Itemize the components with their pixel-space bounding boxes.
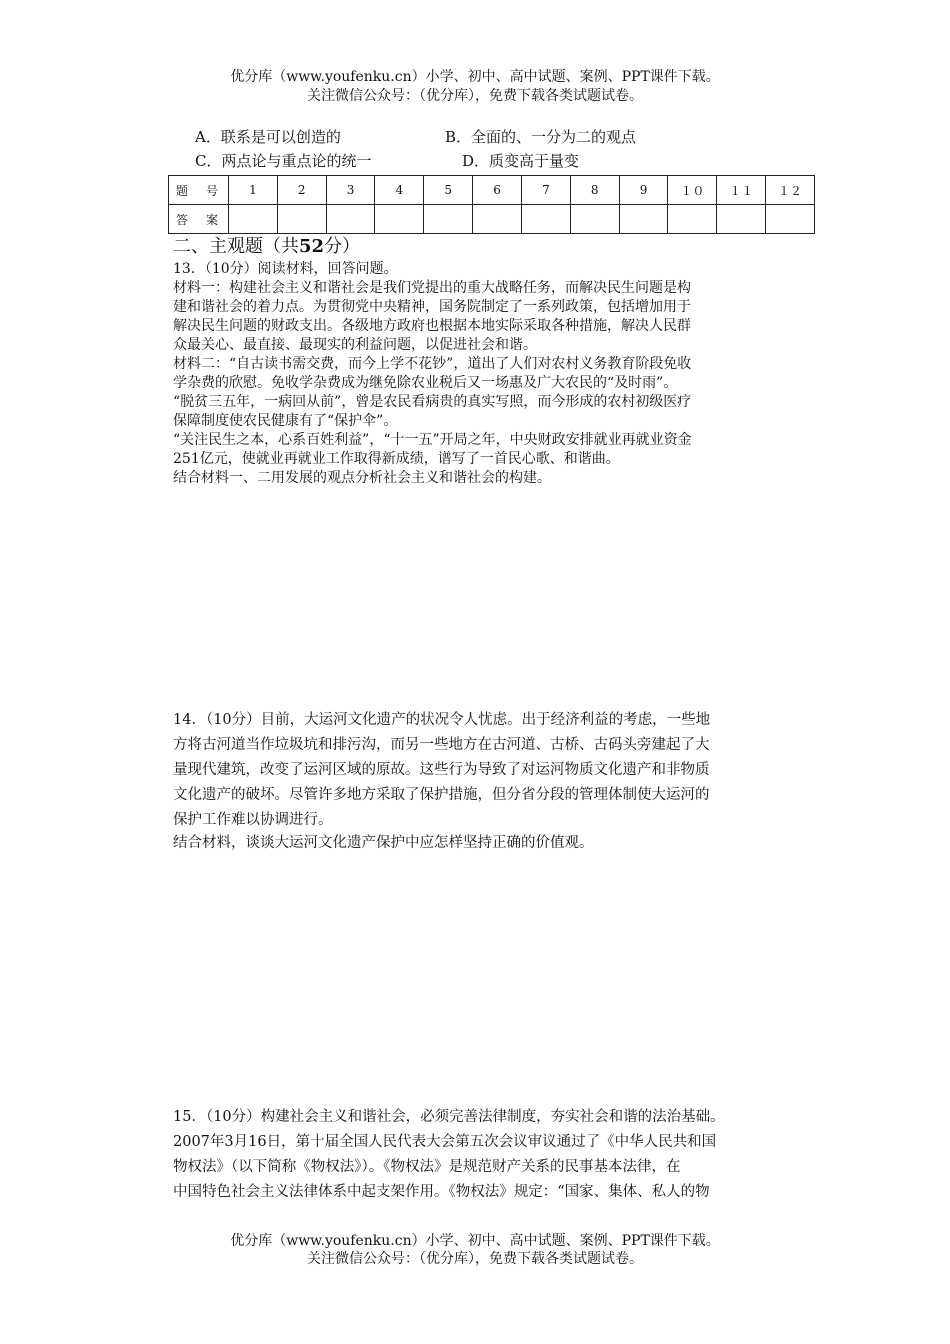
answer-cell[interactable]	[229, 205, 278, 234]
header-line-2: 关注微信公众号：（优分库），免费下载各类试题试卷。	[307, 88, 643, 104]
footer-line-1: 优分库（www.youfenku.cn）小学、初中、高中试题、案例、PPT课件下载。	[230, 1233, 720, 1249]
answer-cell[interactable]	[570, 205, 619, 234]
answer-cell[interactable]	[521, 205, 570, 234]
header-line-1: 优分库（www.youfenku.cn）小学、初中、高中试题、案例、PPT课件下载。	[230, 69, 720, 85]
q13-line: 保障制度使农民健康有了“保护伞”。	[173, 413, 398, 429]
answer-cell[interactable]	[326, 205, 375, 234]
q15-line: 15．（10分）构建社会主义和谐社会，必须完善法律制度，夯实社会和谐的法治基础。	[173, 1109, 725, 1125]
answer-cell[interactable]	[277, 205, 326, 234]
question-number-cell: 5	[424, 176, 473, 205]
question-number-cell: 3	[326, 176, 375, 205]
question-number-cell: １０	[668, 176, 717, 205]
q14-line: 保护工作难以协调进行。	[173, 812, 333, 828]
answer-cell[interactable]	[619, 205, 668, 234]
answer-row	[169, 205, 815, 234]
question-number-cell: 6	[473, 176, 522, 205]
answer-cell[interactable]	[766, 205, 815, 234]
q14-line: 方将古河道当作垃圾坑和排污沟，而另一些地方在古河道、古桥、古码头旁建起了大	[173, 737, 710, 753]
row-label-answer: 答 案	[169, 205, 229, 234]
answer-cell[interactable]	[375, 205, 424, 234]
q15-line: 2007年3月16日，第十届全国人民代表大会第五次会议审议通过了《中华人民共和国	[173, 1134, 717, 1150]
q13-line: 251亿元，使就业再就业工作取得新成绩，谱写了一首民心歌、和谐曲。	[173, 451, 620, 467]
q13-line: “脱贫三五年，一病回从前”，曾是农民看病贵的真实写照，而今形成的农村初级医疗	[173, 394, 692, 410]
section-2-title-prefix: 二、主观题（共	[173, 236, 299, 257]
q14-question: 结合材料，谈谈大运河文化遗产保护中应怎样坚持正确的价值观。	[173, 835, 594, 851]
q13-line: 材料二：“自古读书需交费，而今上学不花钞”，道出了人们对农村义务教育阶段免收	[173, 356, 692, 372]
q13-line: 材料一：构建社会主义和谐社会是我们党提出的重大战略任务，而解决民生问题是构	[173, 280, 691, 296]
question-number-cell: 9	[619, 176, 668, 205]
answer-table	[168, 175, 815, 234]
q14-line: 14．（10分）目前，大运河文化遗产的状况令人忧虑。出于经济利益的考虑，一些地	[173, 712, 711, 728]
question-number-cell: 4	[375, 176, 424, 205]
q13-line: 解决民生问题的财政支出。各级地方政府也根据本地实际采取各种措施，解决人民群	[173, 318, 691, 334]
answer-cell[interactable]	[717, 205, 766, 234]
option-d: D．质变高于量变	[462, 152, 580, 170]
q13-line: 众最关心、最直接、最现实的利益问题，以促进社会和谐。	[173, 337, 537, 353]
question-number-cell: １２	[766, 176, 815, 205]
answer-cell[interactable]	[668, 205, 717, 234]
section-2-score: 52	[299, 236, 325, 257]
q13-question: 结合材料一、二用发展的观点分析社会主义和谐社会的构建。	[173, 470, 551, 486]
question-number-row	[169, 176, 815, 205]
question-number-cell: 7	[521, 176, 570, 205]
q15-line: 中国特色社会主义法律体系中起支架作用。《物权法》规定：“国家、集体、私人的物	[173, 1184, 710, 1200]
q13-line: 学杂费的欣慰。免收学杂费成为继免除农业税后又一场惠及广大农民的“及时雨”。	[173, 375, 678, 391]
option-b: B．全面的、一分为二的观点	[445, 128, 637, 146]
answer-cell[interactable]	[424, 205, 473, 234]
q13-line: 13．（10分）阅读材料，回答问题。	[173, 261, 398, 277]
q13-line: “关注民生之本，心系百姓利益”，“十一五”开局之年，中央财政安排就业再就业资金	[173, 432, 692, 448]
section-2-title	[173, 236, 360, 258]
question-number-cell: 2	[277, 176, 326, 205]
option-c: C．两点论与重点论的统一	[195, 152, 372, 170]
row-label-question-number: 题 号	[169, 176, 229, 205]
q15-line: 物权法》（以下简称《物权法》）。《物权法》是规范财产关系的民事基本法律，在	[173, 1159, 681, 1175]
answer-cell[interactable]	[473, 205, 522, 234]
option-a: A．联系是可以创造的	[195, 128, 341, 146]
q13-line: 建和谐社会的着力点。为贯彻党中央精神，国务院制定了一系列政策，包括增加用于	[173, 299, 691, 315]
footer-line-2: 关注微信公众号：（优分库），免费下载各类试题试卷。	[307, 1251, 643, 1267]
question-number-cell: 1	[229, 176, 278, 205]
q14-line: 量现代建筑，改变了运河区域的原故。这些行为导致了对运河物质文化遗产和非物质	[173, 762, 710, 778]
question-number-cell: １１	[717, 176, 766, 205]
section-2-title-suffix: 分）	[324, 236, 361, 257]
q14-line: 文化遗产的破坏。尽管许多地方采取了保护措施，但分省分段的管理体制使大运河的	[173, 787, 710, 803]
question-number-cell: 8	[570, 176, 619, 205]
